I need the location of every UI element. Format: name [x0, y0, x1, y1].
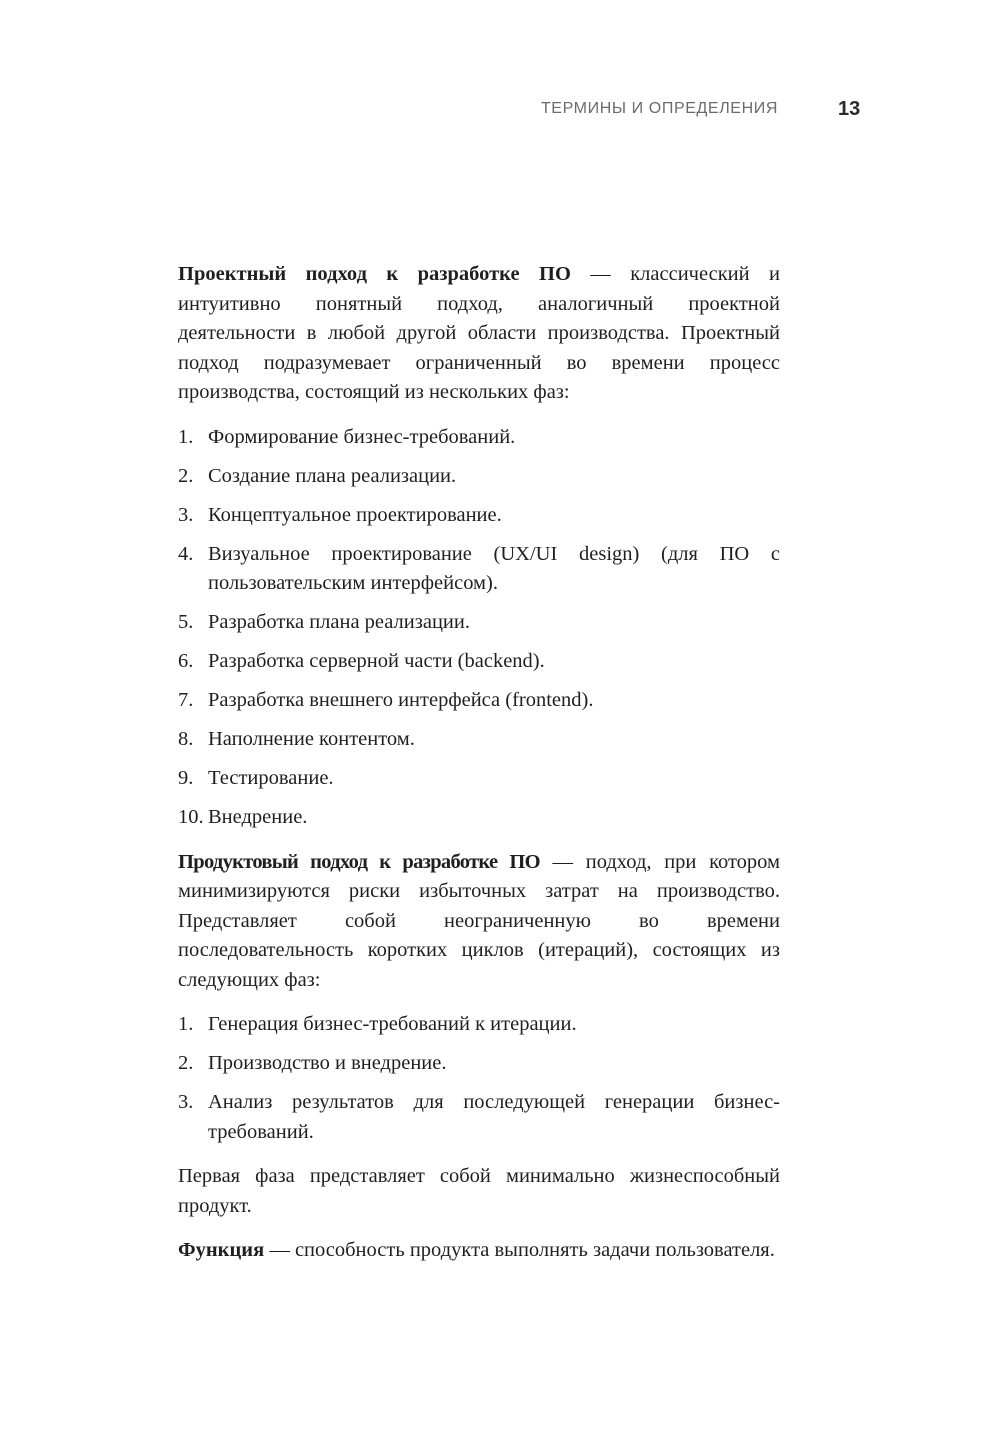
list-item-number: 9.	[178, 767, 194, 789]
list-item-text: Создание плана реализации.	[208, 464, 457, 487]
product-approach-term: Продуктовый подход к разработке ПО	[178, 850, 540, 873]
list-item-text: Производство и внедрение.	[208, 1052, 447, 1074]
project-approach-paragraph	[178, 260, 780, 408]
list-item-number: 1.	[178, 425, 194, 448]
list-item	[178, 540, 780, 599]
project-approach-definition: — классический и интуитивно понятный подход, аналогичный проектной деятельности в любой другой области производства. Проектный подход подразумевает ограниченный во времени процесс производства, состоящий из нескольких фаз:	[178, 263, 780, 403]
list-item	[178, 608, 780, 638]
page-number: 13	[838, 98, 861, 120]
list-item	[178, 423, 780, 453]
list-item	[178, 725, 780, 755]
list-item	[178, 462, 780, 492]
list-item	[178, 1049, 780, 1079]
product-approach-definition: — подход, при котором минимизируются риски избыточных затрат на производство. Представляет собой неограниченную во времени последовательность коротких циклов (итераций), состоящих из следующих фаз:	[178, 850, 780, 991]
list-item-text: Визуальное проектирование (UX/UI design) (для ПО с пользовательским интерфейсом).	[208, 542, 780, 594]
list-item-text: Тестирование.	[208, 767, 334, 789]
list-item-number: 2.	[178, 464, 194, 487]
list-item	[178, 647, 780, 677]
list-item	[178, 803, 780, 833]
list-item-number: 1.	[178, 1013, 194, 1035]
page-body	[178, 260, 780, 1281]
list-item	[178, 764, 780, 794]
list-item-number: 4.	[178, 542, 194, 565]
function-term: Функция	[178, 1239, 265, 1261]
list-item-text: Формирование бизнес-требований.	[208, 425, 516, 448]
function-paragraph	[178, 1236, 780, 1266]
list-item-number: 2.	[178, 1052, 194, 1074]
list-item-number: 7.	[178, 689, 194, 711]
list-item-text: Наполнение контентом.	[208, 728, 415, 750]
list-item-text: Концептуальное проектирование.	[208, 503, 502, 526]
list-item-text: Анализ результатов для последующей генерации бизнес-требований.	[208, 1091, 780, 1143]
project-approach-term: Проектный подход к разработке ПО	[178, 263, 571, 285]
list-item-text: Генерация бизнес-требований к итерации.	[208, 1013, 577, 1035]
project-phases-list	[178, 423, 780, 833]
list-item	[178, 501, 780, 531]
list-item	[178, 1010, 780, 1040]
list-item-number: 10.	[178, 806, 204, 828]
mvp-note-paragraph: Первая фаза представляет собой минимально жизнеспособный продукт.	[178, 1165, 780, 1217]
list-item-text: Разработка плана реализации.	[208, 611, 470, 633]
function-definition: — способность продукта выполнять задачи пользователя.	[264, 1239, 775, 1261]
list-item	[178, 1088, 780, 1147]
list-item-text: Внедрение.	[208, 806, 308, 828]
list-item-number: 3.	[178, 1091, 194, 1113]
running-title: ТЕРМИНЫ И ОПРЕДЕЛЕНИЯ	[540, 100, 778, 117]
list-item-number: 8.	[178, 728, 194, 750]
running-header	[0, 98, 986, 122]
list-item-text: Разработка серверной части (backend).	[208, 650, 545, 672]
list-item	[178, 686, 780, 716]
list-item-number: 5.	[178, 611, 194, 633]
product-phases-list	[178, 1010, 780, 1147]
list-item-number: 6.	[178, 650, 194, 672]
list-item-text: Разработка внешнего интерфейса (frontend).	[208, 689, 594, 711]
list-item-number: 3.	[178, 503, 194, 526]
product-approach-paragraph	[178, 848, 780, 996]
